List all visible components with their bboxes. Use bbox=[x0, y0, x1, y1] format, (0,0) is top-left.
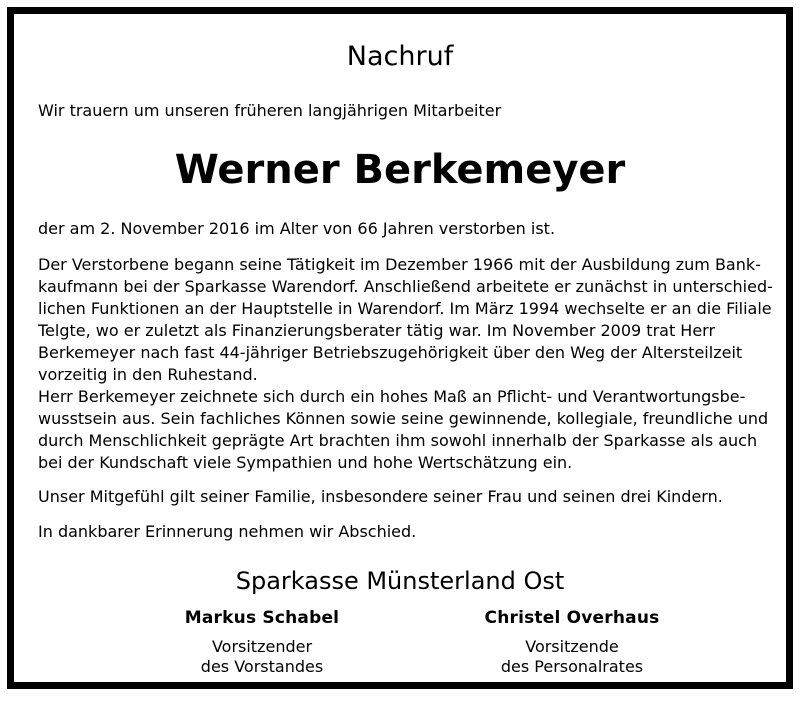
organization-name: Sparkasse Münsterland Ost bbox=[235, 567, 565, 595]
signatory-right bbox=[442, 608, 702, 677]
career-line: kaufmann bei der Sparkasse Warendorf. Anschließend arbeitete er zunächst in unterschied- bbox=[38, 277, 773, 296]
signatory-role: des Vorstandes bbox=[200, 657, 324, 676]
career-line: Der Verstorbene begann seine Tätigkeit im Dezember 1966 mit der Ausbildung zum Bank- bbox=[38, 255, 761, 274]
signatory-role: Vorsitzender bbox=[211, 637, 313, 656]
signatory-role: Vorsitzende bbox=[525, 637, 619, 656]
character-line: wusstsein aus. Sein fachliches Können sowie seine gewinnende, kollegiale, freundliche und bbox=[38, 409, 769, 428]
character-paragraph bbox=[38, 386, 769, 474]
career-line: Berkemeyer nach fast 44-jähriger Betriebszugehörigkeit über den Weg der Altersteilzeit bbox=[38, 343, 743, 362]
deceased-name: Werner Berkemeyer bbox=[174, 147, 626, 193]
character-line: durch Menschlichkeit geprägte Art brachten ihm sowohl innerhalb der Sparkasse als auch bbox=[38, 431, 758, 450]
signatory-role: des Personalrates bbox=[500, 657, 644, 676]
condolence-paragraph: Unser Mitgefühl gilt seiner Familie, insbesondere seiner Frau und seinen drei Kindern. bbox=[38, 487, 723, 506]
signatory-name: Markus Schabel bbox=[184, 608, 340, 628]
career-paragraph bbox=[38, 254, 773, 386]
signatory-left bbox=[132, 608, 392, 677]
farewell-paragraph: In dankbarer Erinnerung nehmen wir Abschied. bbox=[38, 522, 417, 541]
career-line: vorzeitig in den Ruhestand. bbox=[38, 365, 258, 384]
notice-title: Nachruf bbox=[346, 41, 454, 72]
death-line: der am 2. November 2016 im Alter von 66 Jahren verstorben ist. bbox=[38, 219, 556, 238]
character-line: Herr Berkemeyer zeichnete sich durch ein hohes Maß an Pflicht- und Verantwortungsbe- bbox=[38, 387, 746, 406]
obituary-notice bbox=[7, 7, 793, 689]
signatory-name: Christel Overhaus bbox=[484, 608, 660, 628]
career-line: Telgte, wo er zuletzt als Finanzierungsberater tätig war. Im November 2009 trat Herr bbox=[38, 321, 716, 340]
character-line: bei der Kundschaft viele Sympathien und hohe Wertschätzung ein. bbox=[38, 453, 573, 472]
intro-line: Wir trauern um unseren früheren langjährigen Mitarbeiter bbox=[38, 101, 502, 120]
career-line: lichen Funktionen an der Hauptstelle in Warendorf. Im März 1994 wechselte er an die Filiale bbox=[38, 299, 772, 318]
